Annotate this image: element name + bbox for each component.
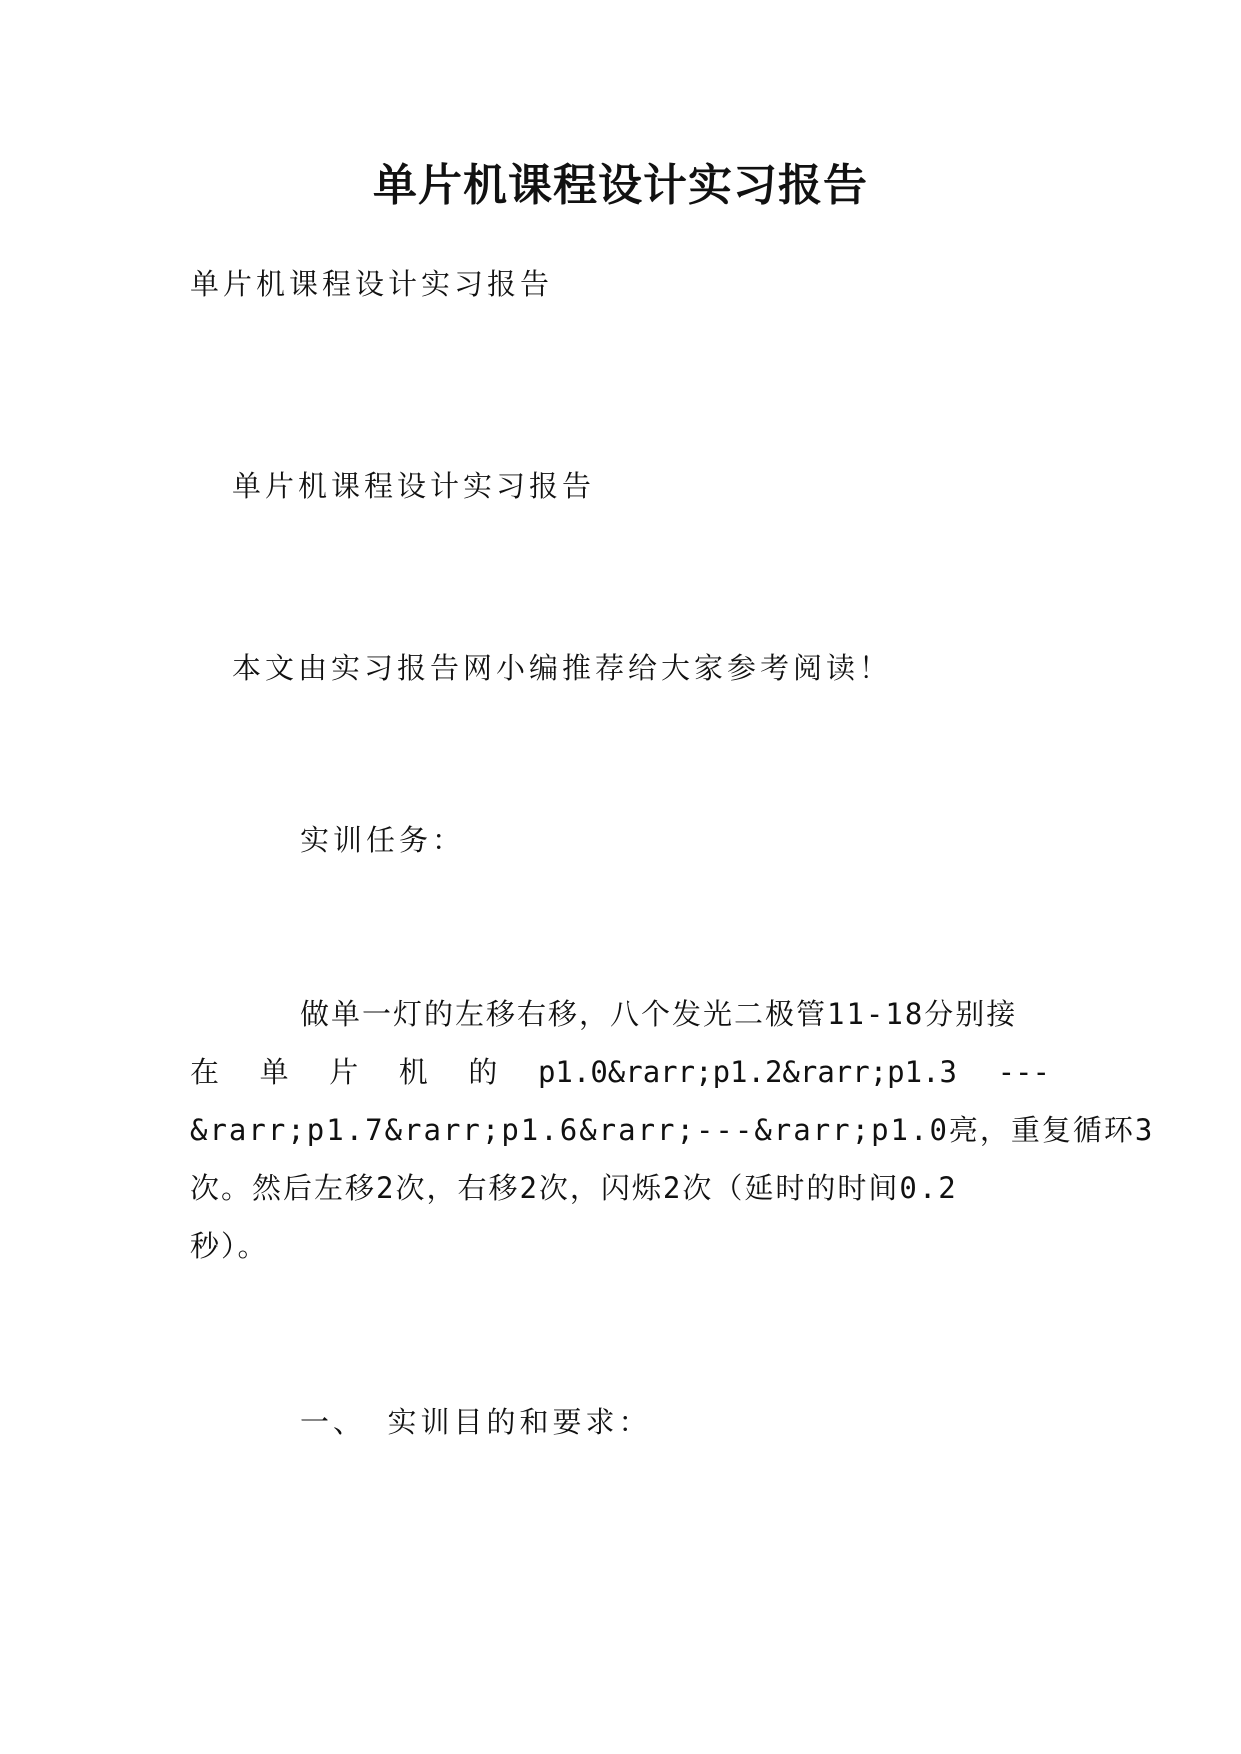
document-title: 单片机课程设计实习报告 bbox=[373, 160, 868, 211]
task-line-4: 次。然后左移2次，右移2次，闪烁2次（延时的时间0.2 bbox=[190, 1171, 958, 1205]
task-line-2-word: p1.0&rarr;p1.2&rarr;p1.3 bbox=[537, 1055, 957, 1089]
task-line-2 bbox=[190, 1043, 1050, 1101]
subtitle-line-2: 单片机课程设计实习报告 bbox=[232, 469, 596, 503]
task-line-2-word: --- bbox=[997, 1055, 1050, 1089]
task-description bbox=[190, 985, 1155, 1275]
task-line-3: &rarr;p1.7&rarr;p1.6&rarr;---&rarr;p1.0亮，重复循环3 bbox=[190, 1113, 1155, 1147]
subtitle-line-1: 单片机课程设计实习报告 bbox=[190, 267, 554, 301]
task-line-1: 做单一灯的左移右移，八个发光二极管11-18分别接 bbox=[300, 997, 1018, 1031]
task-line-2-word: 片 bbox=[329, 1055, 359, 1089]
task-line-5: 秒）。 bbox=[190, 1229, 269, 1263]
intro-line: 本文由实习报告网小编推荐给大家参考阅读！ bbox=[232, 651, 893, 685]
task-line-2-word: 的 bbox=[468, 1055, 498, 1089]
task-heading: 实训任务： bbox=[300, 823, 466, 857]
section-1-heading: 一、 实训目的和要求： bbox=[300, 1405, 652, 1439]
task-line-2-word: 单 bbox=[259, 1055, 289, 1089]
task-line-2-word: 在 bbox=[190, 1055, 220, 1089]
task-line-2-word: 机 bbox=[398, 1055, 428, 1089]
